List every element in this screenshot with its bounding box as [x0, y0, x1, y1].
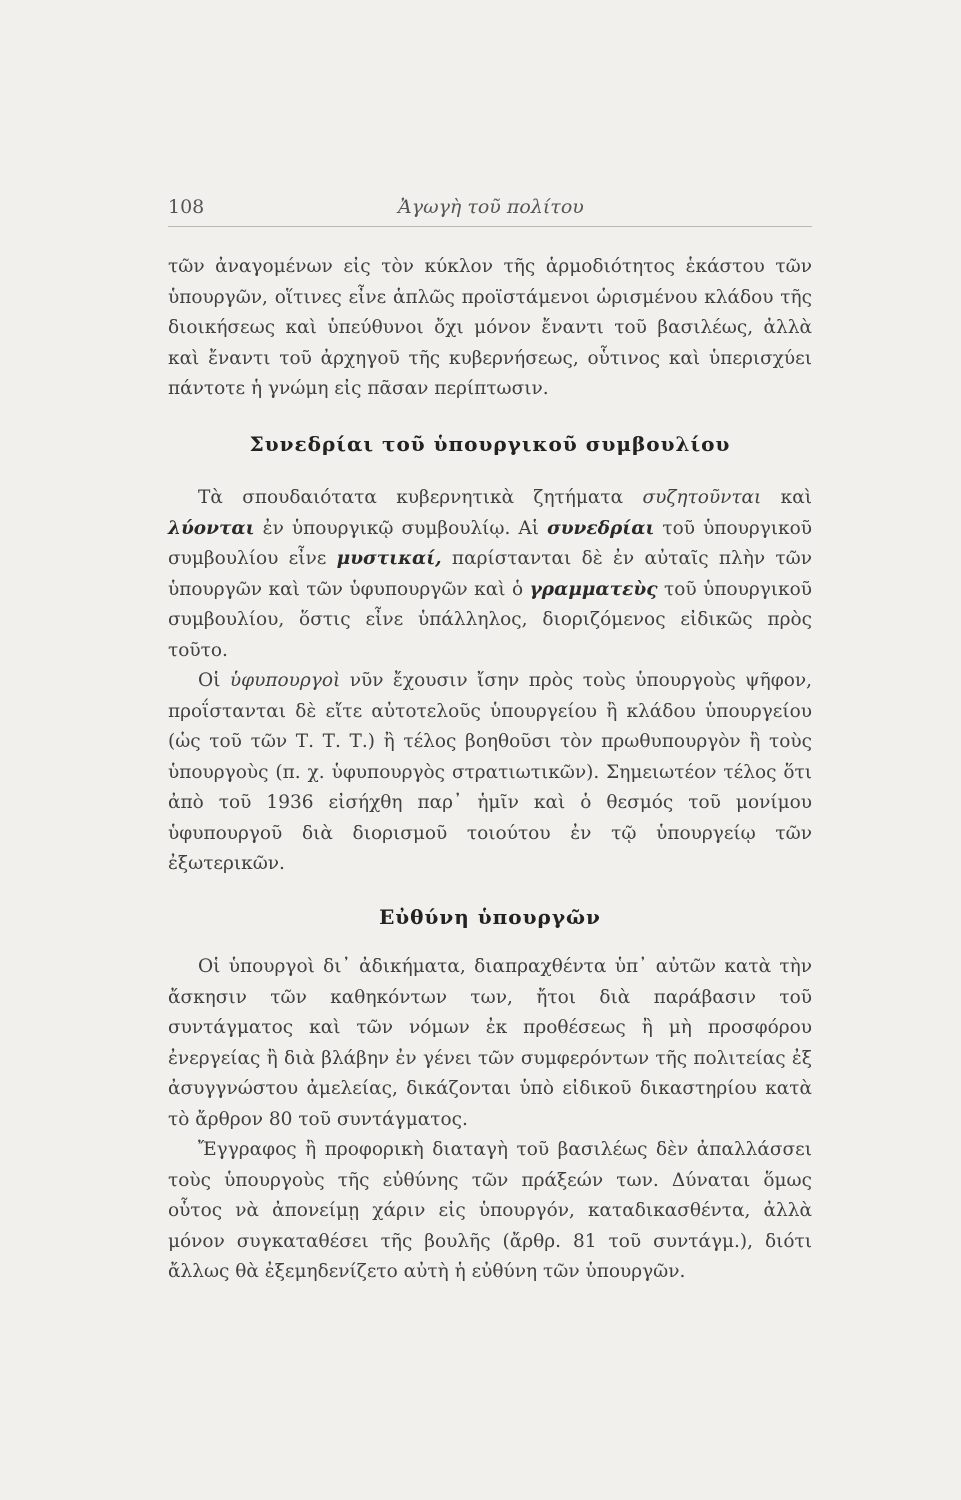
running-title: Ἀγωγὴ τοῦ πολίτου [398, 196, 584, 218]
header-rule [168, 226, 812, 227]
paragraph-ministerial-offences: Οἱ ὑπουργοὶ δι᾽ ἀδικήματα, διαπραχθέντα ὑπ᾽ αὐτῶν κατὰ τὴν ἄσκησιν τῶν καθηκόντων των, ἤτοι διὰ παράβασιν τοῦ συντάγματος καὶ τῶν νόμων ἐκ προθέσεως ἢ μὴ προσφόρου ἐνεργείας ἢ διὰ βλάβην ἐν γένει τῶν συμφερόντων τῆς πολιτείας ἐξ ἀσυγγνώστου ἀμελείας, δικάζονται ὑπὸ εἰδικοῦ δικαστηρίου κατὰ τὸ ἄρθρον 80 τοῦ συντάγματος. [168, 956, 812, 1130]
paragraph-continued: τῶν ἀναγομένων εἰς τὸν κύκλον τῆς ἁρμοδιότητος ἑκάστου τῶν ὑπουργῶν, οἵτινες εἶνε ἁπλῶς προϊστάμενοι ὡρισμένου κλάδου τῆς διοικήσεως καὶ ὑπεύθυνοι ὄχι μόνον ἔναντι τοῦ βασιλέως, ἀλλὰ καὶ ἔναντι τοῦ ἀρχηγοῦ τῆς κυβερνήσεως, οὗτινος καὶ ὑπερισχύει πάντοτε ἡ γνώμη εἰς πᾶσαν περίπτωσιν. [168, 256, 812, 399]
paragraph-deputy-ministers: Οἱ ὑφυπουργοὶ νῦν ἔχουσιν ἴσην πρὸς τοὺς ὑπουργοὺς ψῆφον, προΐστανται δὲ εἴτε αὐτοτελοῦς ὑπουργείου ἢ κλάδου ὑπουργείου (ὡς τοῦ τῶν Τ. Τ. Τ.) ἢ τέλος βοηθοῦσι τὸν πρωθυπουργὸν ἢ τοὺς ὑπουργοὺς (π. χ. ὑφυπουργὸς στρατιωτικῶν). Σημειωτέον τέλος ὅτι ἀπὸ τοῦ 1936 εἰσήχθη παρ᾽ ἡμῖν καὶ ὁ θεσμός τοῦ μονίμου ὑφυπουργοῦ διὰ διορισμοῦ τοιούτου ἐν τῷ ὑπουργείῳ τῶν ἐξωτερικῶν. [168, 670, 812, 874]
paragraph-cabinet-meetings: Τὰ σπουδαιότατα κυβερνητικὰ ζητήματα συζητοῦνται καὶ λύονται ἐν ὑπουργικῷ συμβουλίῳ. Αἱ συνεδρίαι τοῦ ὑπουργικοῦ συμβουλίου εἶνε μυστικαί, παρίστανται δὲ ἐν αὐταῖς πλὴν τῶν ὑπουργῶν καὶ τῶν ὑφυπουργῶν καὶ ὁ γραμματεὺς τοῦ ὑπουργικοῦ συμβουλίου, ὅστις εἶνε ὑπάλληλος, διοριζόμενος εἰδικῶς πρὸς τοῦτο. [168, 487, 813, 661]
page-header [168, 192, 808, 232]
section-heading-cabinet-meetings: Συνεδρίαι τοῦ ὑπουργικοῦ συμβουλίου [249, 431, 731, 456]
section-heading-ministerial-responsibility: Εὐθύνη ὑπουργῶν [379, 904, 601, 929]
page-number: 108 [168, 196, 205, 218]
page-body [168, 252, 812, 1288]
paragraph-royal-orders: Ἔγγραφος ἢ προφορικὴ διαταγὴ τοῦ βασιλέως δὲν ἀπαλλάσσει τοὺς ὑπουργοὺς τῆς εὐθύνης τῶν πράξεών των. Δύναται ὅμως οὗτος νὰ ἀπονείμῃ χάριν εἰς ὑπουργόν, καταδικασθέντα, ἀλλὰ μόνον συγκαταθέσει τῆς βουλῆς (ἄρθρ. 81 τοῦ συντάγμ.), διότι ἄλλως θὰ ἐξεμηδενίζετο αὐτὴ ἡ εὐθύνη τῶν ὑπουργῶν. [168, 1139, 812, 1282]
